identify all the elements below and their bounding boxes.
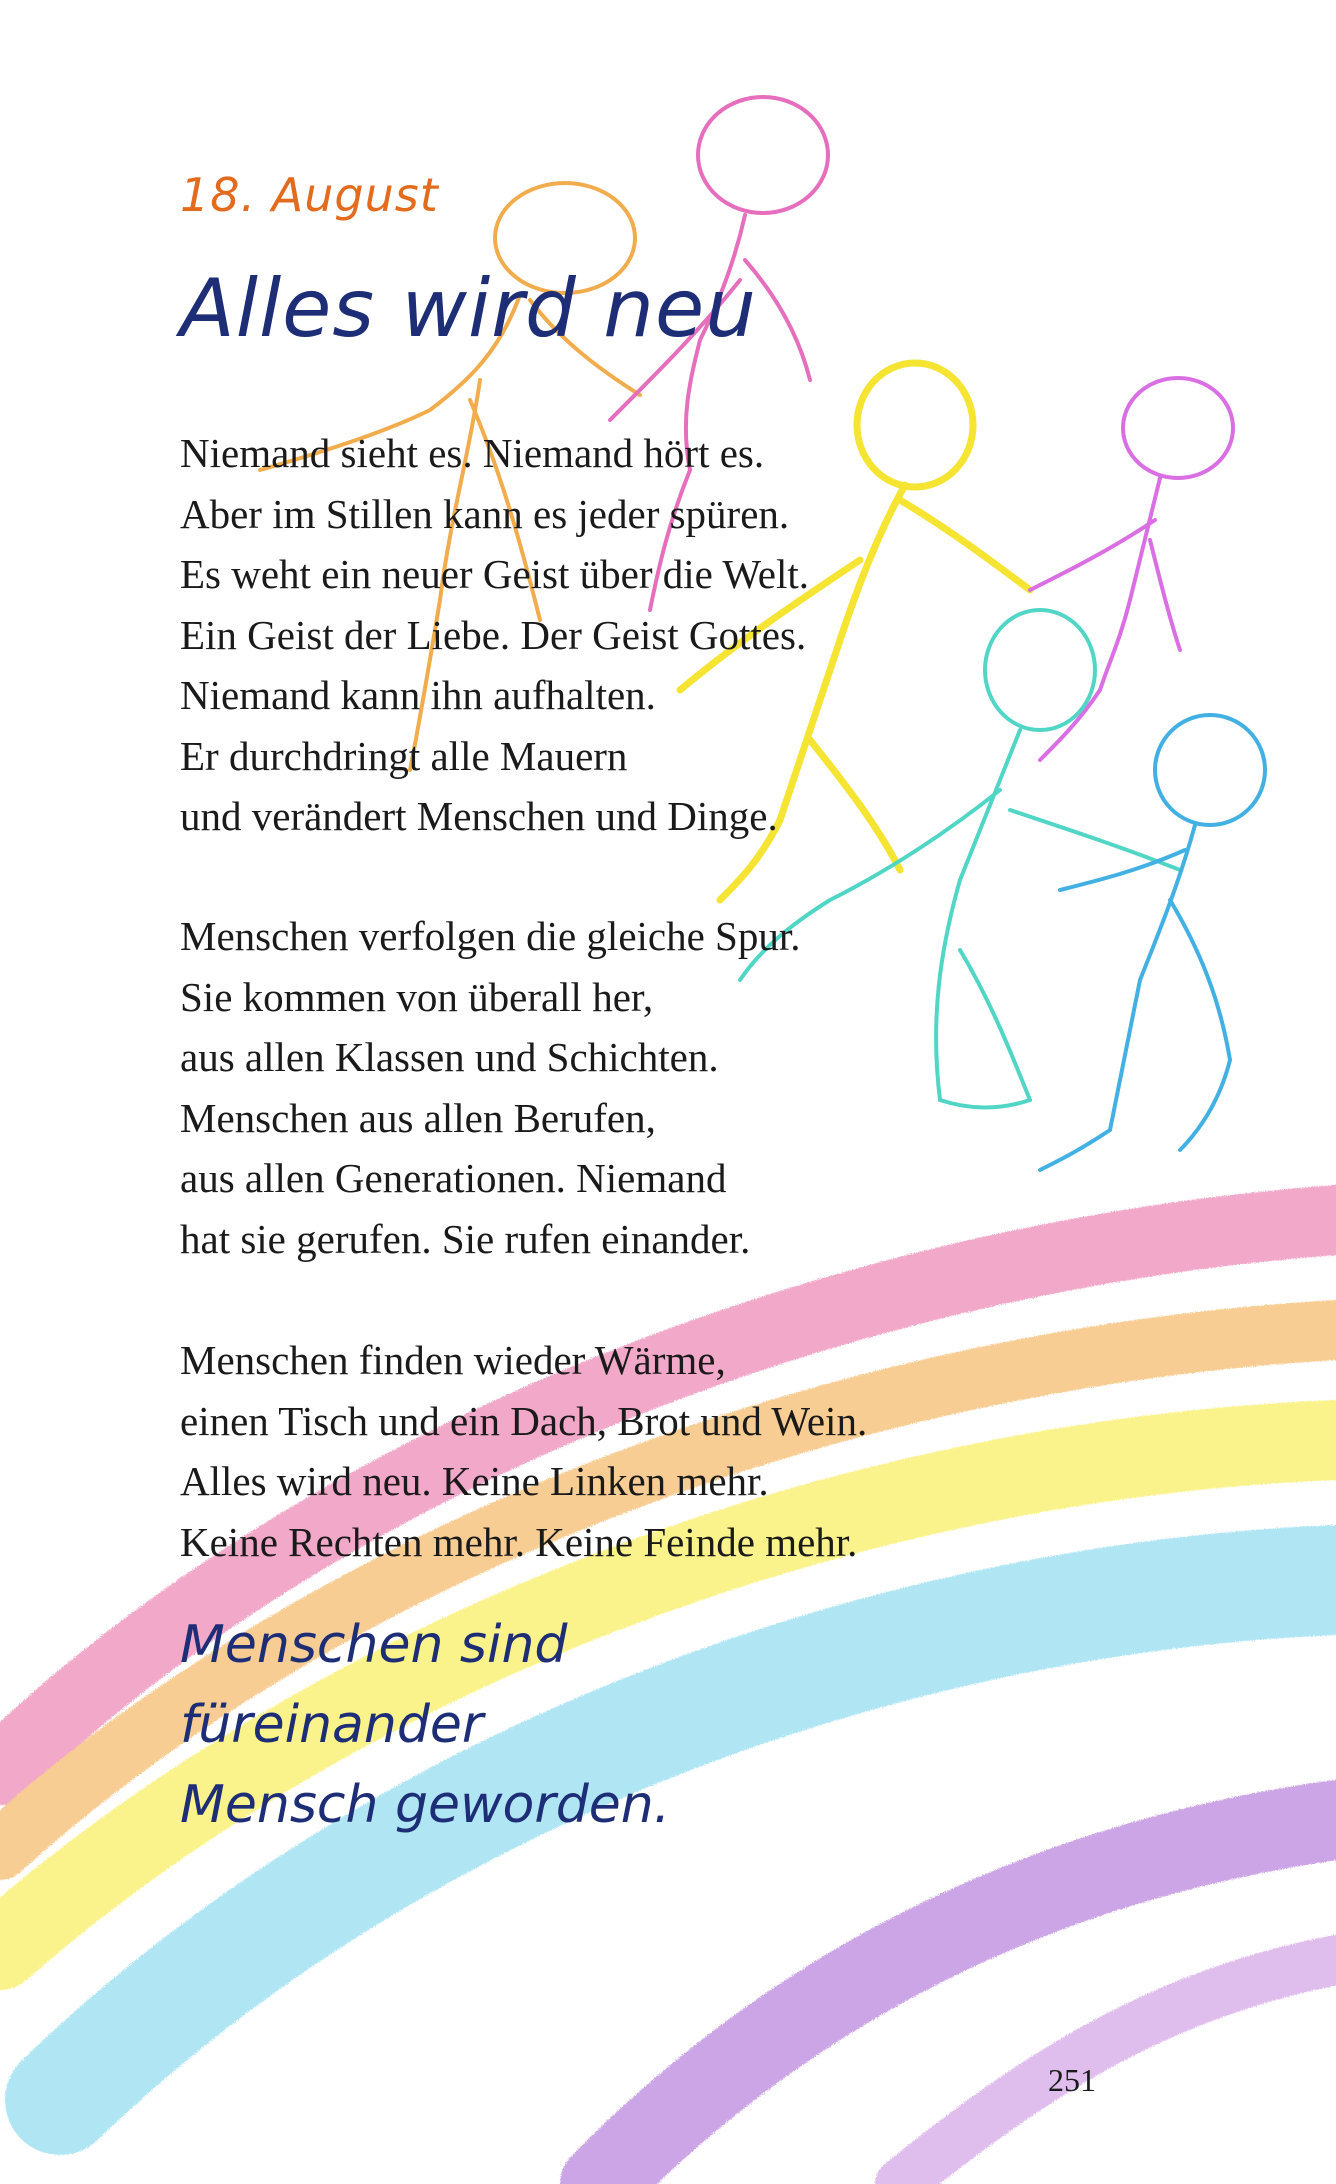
closing-line: Mensch geworden.	[180, 1775, 671, 1835]
poem-line: Aber im Stillen kann es jeder spüren.	[180, 490, 790, 537]
poem-line: Menschen finden wieder Wärme,	[180, 1337, 726, 1383]
poem-line: Alles wird neu. Keine Linken mehr.	[180, 1458, 769, 1504]
page-number: 251	[1048, 2062, 1096, 2098]
poem-line: Er durchdringt alle Mauern	[180, 732, 628, 779]
poem-stanza	[180, 423, 1080, 847]
poem-line: Keine Rechten mehr. Keine Feinde mehr.	[180, 1518, 858, 1565]
poem-line: und verändert Menschen und Dinge.	[180, 793, 778, 839]
poem-stanza	[180, 906, 1080, 1269]
poem-line: Es weht ein neuer Geist über die Welt.	[180, 551, 809, 597]
poem-line: Niemand kann ihn aufhalten.	[180, 672, 656, 718]
poem-line: Menschen verfolgen die gleiche Spur.	[180, 913, 801, 959]
closing-line: füreinander	[180, 1695, 484, 1755]
poem-stanza	[180, 1330, 1080, 1572]
poem-line: Ein Geist der Liebe. Der Geist Gottes.	[180, 611, 807, 658]
poem-line: hat sie gerufen. Sie rufen einander.	[180, 1215, 751, 1262]
page-title: Alles wird neu	[180, 262, 757, 355]
poem-line: einen Tisch und ein Dach, Brot und Wein.	[180, 1397, 868, 1444]
poem-line: aus allen Klassen und Schichten.	[180, 1034, 719, 1080]
poem-line: Niemand sieht es. Niemand hört es.	[180, 430, 765, 476]
poem-line: Sie kommen von überall her,	[180, 973, 654, 1020]
closing-handwritten-text	[180, 1605, 670, 1845]
date-heading: 18. August	[180, 168, 439, 222]
poem-line: Menschen aus allen Berufen,	[180, 1094, 656, 1141]
rainbow-band-violet-light	[900, 1960, 1336, 2184]
closing-line: Menschen sind	[180, 1615, 568, 1675]
poem-line: aus allen Generationen. Niemand	[180, 1155, 727, 1201]
